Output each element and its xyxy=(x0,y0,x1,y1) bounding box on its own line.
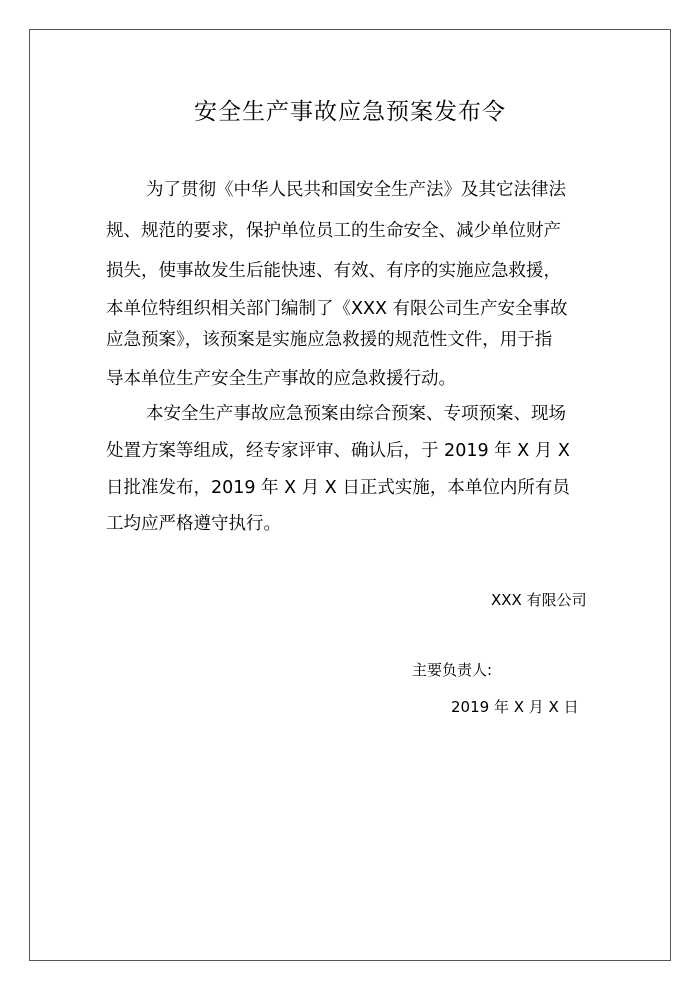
paragraph-text: 损失，使事故发生后能快速、有效、有序的实施应急救援， xyxy=(106,261,561,281)
paragraph-text: 处置方案等组成，经专家评审、确认后，于 2019 年 X 月 X xyxy=(106,441,570,461)
company-name: XXX 有限公司 xyxy=(491,591,587,609)
paragraph-text: 为了贯彻《中华人民共和国安全生产法》及其它法律法 xyxy=(146,180,566,200)
paragraph-text: 日批准发布，2019 年 X 月 X 日正式实施，本单位内所有员 xyxy=(106,478,570,498)
paragraph-text: 应急预案》，该预案是实施应急救援的规范性文件，用于指 xyxy=(106,330,553,350)
responsible-person-label: 主要负责人: xyxy=(412,661,493,679)
paragraph-text: 规、规范的要求，保护单位员工的生命安全、减少单位财产 xyxy=(106,221,561,241)
paragraph-text: 工均应严格遵守执行。 xyxy=(106,514,281,534)
paragraph-text: 本安全生产事故应急预案由综合预案、专项预案、现场 xyxy=(146,404,566,424)
document-title: 安全生产事故应急预案发布令 xyxy=(194,99,506,125)
paragraph-text: 导本单位生产安全生产事故的应急救援行动。 xyxy=(106,369,456,389)
paragraph-text: 本单位特组织相关部门编制了《XXX 有限公司生产安全事故 xyxy=(106,299,568,319)
issue-date: 2019 年 X 月 X 日 xyxy=(451,698,579,716)
